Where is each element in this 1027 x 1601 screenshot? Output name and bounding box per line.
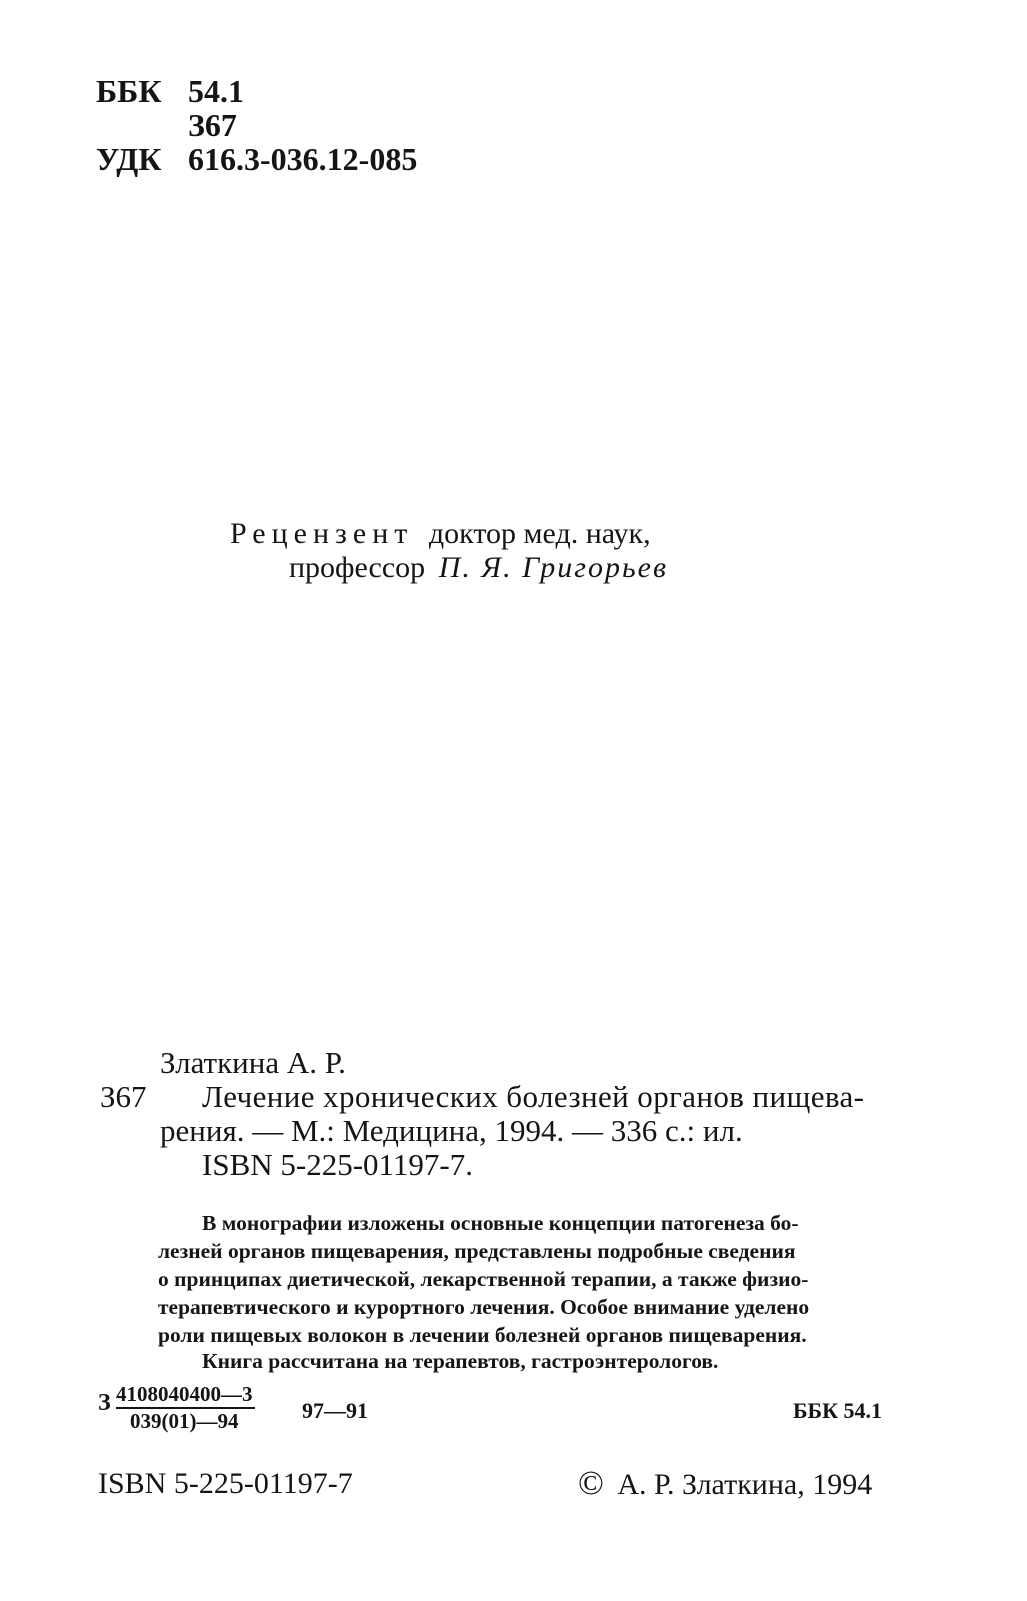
bbk-value: 54.1 xyxy=(188,73,244,109)
annotation-line: о принципах диетической, лекарственной терапии, а также физио- xyxy=(158,1267,809,1291)
catalog-mark: З67 xyxy=(100,1079,147,1114)
annotation-line: Книга рассчитана на терапевтов, гастроэнтерологов. xyxy=(202,1349,719,1373)
udk-row xyxy=(96,142,417,176)
annotation-line: роли пищевых волокон в лечении болезней органов пищеварения. xyxy=(158,1323,807,1347)
reviewer-name: П. Я. Григорьев xyxy=(438,551,668,584)
catalog-author: Златкина А. Р. xyxy=(160,1045,346,1080)
bbk-row xyxy=(96,74,244,108)
reviewer-degree: доктор мед. наук, xyxy=(428,517,651,550)
imprint-prefix: З xyxy=(98,1390,111,1416)
imprint-suffix: 97—91 xyxy=(302,1398,368,1423)
bbk-label: ББК xyxy=(96,73,162,109)
reviewer-line2 xyxy=(289,551,668,585)
catalog-title-line1: Лечение хронических болезней органов пищева- xyxy=(202,1079,865,1114)
reviewer-line1 xyxy=(230,517,651,551)
copyright-text: А. Р. Златкина, 1994 xyxy=(617,1468,873,1501)
imprint-bbk: ББК 54.1 xyxy=(793,1398,883,1423)
udk-label: УДК xyxy=(96,141,162,177)
copyright-icon: © xyxy=(578,1465,604,1502)
annotation-line: лезней органов пищеварения, представлены подробные сведения xyxy=(158,1239,796,1263)
reviewer-role: Рецензент xyxy=(230,517,414,550)
imprint-denominator: 039(01)—94 xyxy=(130,1409,239,1433)
catalog-isbn: ISBN 5-225-01197-7. xyxy=(202,1147,473,1182)
author-mark: З67 xyxy=(188,107,237,143)
imprint-numerator: 4108040400—3 xyxy=(116,1382,255,1409)
footer-isbn: ISBN 5-225-01197-7 xyxy=(98,1467,353,1500)
annotation-line: терапевтического и курортного лечения. Особое внимание уделено xyxy=(158,1295,810,1319)
imprint-fraction xyxy=(116,1382,255,1433)
footer-copyright xyxy=(578,1467,872,1502)
catalog-title-line2: рения. — М.: Медицина, 1994. — 336 с.: ил. xyxy=(160,1113,743,1148)
udk-value: 616.3-036.12-085 xyxy=(188,141,418,177)
reviewer-title: профессор xyxy=(289,551,426,584)
annotation-line: В монографии изложены основные концепции патогенеза бо- xyxy=(202,1211,799,1235)
